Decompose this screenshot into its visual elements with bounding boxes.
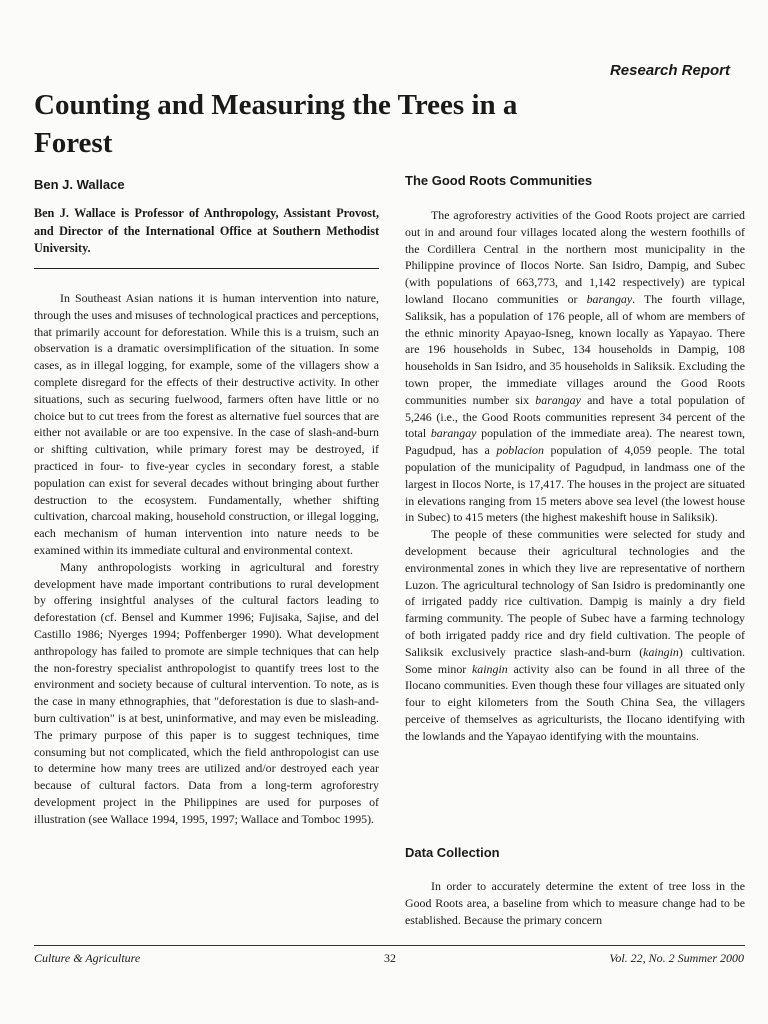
- footer-divider: [34, 945, 745, 946]
- page-number: 32: [384, 951, 396, 965]
- intro-paragraph-1: In Southeast Asian nations it is human intervention into nature, through the uses and misuses of technological practices and perceptions, that primarily account for deforestation. While this is a truism, such an observation is a dramatic oversimplification of the situation. In some cases, as in illegal logging, for example, some of the villagers show a complete disregard for the effects of their destructive activity. In other situations, such as securing fuelwood, farmers often have little or no choice but to cut trees from the forest as alternative fuel sources that are either not available or are too expensive. In the case of slash-and-burn or shifting cultivation, while primary forest may be destroyed, if practiced in four- to five-year cycles in secondary forest, a stable population can exist for several decades without bringing about further destruction to the ecosystem. Fundamentally, whether shifting cultivation, charcoal making, household construction, or illegal logging, each mechanism of human intervention into nature needs to be examined within its immediate cultural and environmental context.: [34, 291, 379, 557]
- data-collection-paragraph-1: In order to accurately determine the extent of tree loss in the Good Roots area, a baseline from which to measure change had to be established. Because the primary concern: [405, 879, 745, 927]
- intro-paragraph-2: Many anthropologists working in agricultural and forestry development have made important contributions to rural development by offering insightful analyses of the cultural factors leading to deforestation (cf. Bensel and Kummer 1996; Fujisaka, Sajise, and del Castillo 1986; Nyerges 1994; Poffenberger 1990). What development anthropology has failed to promote are simple techniques that can help the non-forestry specialist anthropologist to quantify trees lost to the environment and society because of cultural intervention. To note, as is the case in many ethnographies, that "deforestation is due to slash-and-burn cultivation" is at best, uninformative, and may even be misleading. The primary purpose of this paper is to suggest techniques, time consuming but not complicated, which the field anthropologist can use to determine how many trees are utilized and/or destroyed each year because of cultural factors. Data from a long-term agroforestry development project in the Philippines are used for purposes of illustration (see Wallace 1994, 1995, 1997; Wallace and Tomboc 1995).: [34, 559, 379, 826]
- article-title: Counting and Measuring the Trees in a Forest: [34, 89, 518, 159]
- good-roots-paragraph-1: The agroforestry activities of the Good Roots project are carried out in and around four villages located along the western foothills of the Cordillera Central in the northern most municipality in the Philippine province of Ilocos Norte. San Isidro, Dampig, and Subec (with populations of 663,773, and 1,142 respectively) are typical lowland Ilocano communities or barangay. The fourth village, Saliksik, has a population of 176 people, all of whom are members of the ethnic minority Apayao-Isneg, known locally as Yapayao. There are 196 households in Subec, 134 households in Dampig, 108 households in San Isidro, and 35 households in Saliksik. Excluding the town proper, the immediate villages around the Good Roots communities number six barangay and have a total population of 5,246 (i.e., the Good Roots communities represent 34 percent of the total barangay population of the immediate area). The nearest town, Pagudpud, has a poblacion population of 4,059 people. The total population of the municipality of Pagudpud, in landmass one of the largest in Ilocos Norte, is 17,417. The houses in the project are situated in elevations ranging from 15 meters above sea level (the lowest house in Subec) to 415 meters (the highest makeshift house in Saliksik).: [405, 208, 745, 525]
- good-roots-paragraph-2: The people of these communities were selected for study and development because their agricultural technologies and the environmental zones in which they live are representative of northern Luzon. The agricultural technology of San Isidro is predominantly one of irrigated paddy rice cultivation. Dampig is mainly a dry field farming community. The people of Subec have a farming technology of both irrigated paddy rice and dry field cultivation. The people of Saliksik exclusively practice slash-and-burn (kaingin) cultivation. Some minor kaingin activity also can be found in all three of the Ilocano communities. Even though these four villages are situated only four to eight kilometers from the South China Sea, the villagers perceive of themselves as agriculturists, the Ilocano identifying with the lowlands and the Yapayao identifying with the mountains.: [405, 527, 745, 743]
- report-label: Research Report: [609, 62, 730, 79]
- author-bio: Ben J. Wallace is Professor of Anthropology, Assistant Provost, and Director of the International Office at Southern Methodist University.: [34, 206, 379, 255]
- journal-name: Culture & Agriculture: [34, 951, 141, 965]
- issue-info: Vol. 22, No. 2 Summer 2000: [609, 951, 744, 965]
- intro-body: [34, 290, 379, 828]
- author-name: Ben J. Wallace: [34, 177, 125, 192]
- data-collection-body: [405, 878, 745, 928]
- section-heading-good-roots: The Good Roots Communities: [405, 173, 593, 188]
- good-roots-body: [405, 207, 745, 745]
- section-heading-data-collection: Data Collection: [405, 845, 500, 860]
- author-divider: [34, 268, 379, 269]
